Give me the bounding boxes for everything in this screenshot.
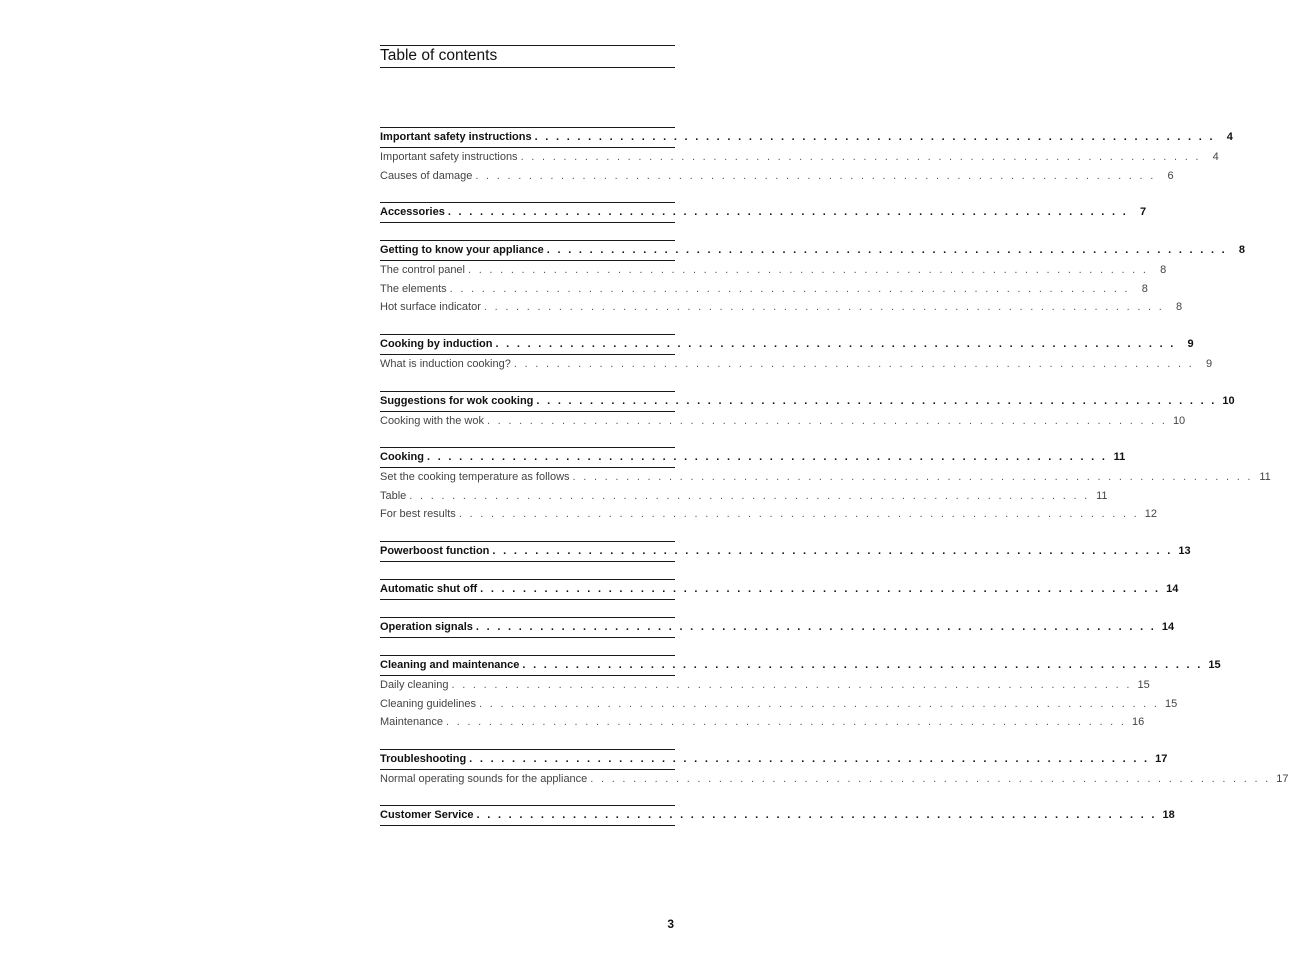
- toc-entry-page: 15: [1208, 658, 1221, 671]
- toc-section-heading[interactable]: [380, 447, 1126, 468]
- toc-entry-page: 17: [1276, 772, 1289, 785]
- toc-entry-page: 13: [1178, 544, 1191, 557]
- dot-leader: . . . . . . . . . . . . . . . . . . . . . . . . . . . . . . . . . . . . . . . . . . . . . . . . . . . . . . . . . . . . . . . .: [513, 357, 1195, 370]
- toc-entry[interactable]: [380, 713, 1145, 732]
- toc-section-heading[interactable]: [380, 579, 1179, 600]
- toc-entry-label: Troubleshooting: [380, 752, 467, 765]
- toc-title-bar: [380, 45, 675, 68]
- dot-leader: . . . . . . . . . . . . . . . . . . . . . . . . . . . . . . . . . . . . . . . . . . . . . . . . . . . . . . . . . . . . . . . .: [480, 582, 1161, 595]
- toc-entry[interactable]: [380, 412, 1186, 431]
- toc-entry-page: 4: [1212, 151, 1219, 163]
- toc-section: [380, 749, 1289, 789]
- toc-entry[interactable]: [380, 148, 1219, 167]
- dot-leader: . . . . . . . . . . . . . . . . . . . . . . . . . . . . . . . . . . . . . . . . . . . . . . . . . . . . . . . . . . . . . . . .: [458, 508, 1140, 521]
- dot-leader: . . . . . . . . . . . . . . . . . . . . . . . . . . . . . . . . . . . . . . . . . . . . . . . . . . . . . . . . . . . . . . . .: [469, 752, 1150, 765]
- toc-section: [380, 655, 1221, 732]
- toc-section-heading[interactable]: [380, 127, 1233, 148]
- toc-entry[interactable]: [380, 695, 1178, 714]
- dot-leader: . . . . . . . . . . . . . . . . . . . . . . . . . . . . . . . . . . . . . . . . . . . . . . . . . . . . . . . . . . . . . . . .: [534, 131, 1215, 143]
- dot-leader: . . . . . . . . . . . . . . . . . . . . . . . . . . . . . . . . . . . . . . . . . . . . . . . . . . . . . . . . . . . . . . . .: [520, 151, 1201, 163]
- dot-leader: . . . . . . . . . . . . . . . . . . . . . . . . . . . . . . . . . . . . . . . . . . . . . . . . . . . . . . . . . . . . . . . .: [546, 244, 1228, 257]
- page-number: 3: [667, 917, 674, 931]
- toc-section: [380, 541, 1191, 562]
- toc-section-heading[interactable]: [380, 541, 1191, 562]
- toc-entry-page: 16: [1131, 716, 1145, 729]
- toc-entry[interactable]: [380, 298, 1183, 317]
- dot-leader: . . . . . . . . . . . . . . . . . . . . . . . . . . . . . . . . . . . . . . . . . . . . . . . . . . . . . . . . . . . . . . . .: [446, 716, 1127, 729]
- toc-entry-page: 14: [1166, 582, 1179, 595]
- toc-entry[interactable]: [380, 487, 1108, 506]
- toc-entry[interactable]: [380, 261, 1167, 280]
- toc-section-heading[interactable]: [380, 655, 1221, 676]
- toc-entry[interactable]: [380, 676, 1150, 695]
- toc-entry-page: 12: [1144, 508, 1158, 521]
- dot-leader: . . . . . . . . . . . . . . . . . . . . . . . . . . . . . . . . . . . . . . . . . . . . . . . . . . . . . . . . . . . . . . . .: [476, 809, 1157, 822]
- dot-leader: . . . . . . . . . . . . . . . . . . . . . . . . . . . . . . . . . . . . . . . . . . . . . . . . . . . . . . . . . . . . . . . .: [492, 544, 1173, 557]
- dot-leader: . . . . . . . . . . . . . . . . . . . . . . . . . . . . . . . . . . . . . . . . . . . . . . . . . . . . . . . . . . . . . . . .: [479, 697, 1160, 710]
- toc-entry[interactable]: [380, 280, 1148, 299]
- toc-entry-page: 14: [1161, 620, 1175, 633]
- toc-entry-label: Automatic shut off: [380, 582, 478, 595]
- dot-leader: . . . . . . . . . . . . . . . . . . . . . . . . . . . . . . . . . . . . . . . . . . . . . . . . . . . . . . . . . . . . . . . .: [572, 471, 1253, 484]
- dot-leader: . . . . . . . . . . . . . . . . . . . . . . . . . . . . . . . . . . . . . . . . . . . . . . . . . . . . . . . . . . . . . . . .: [486, 414, 1168, 427]
- toc-section: [380, 202, 1147, 223]
- toc-entry-label: Accessories: [380, 206, 445, 219]
- toc-section: [380, 447, 1271, 524]
- dot-leader: . . . . . . . . . . . . . . . . . . . . . . . . . . . . . . . . . . . . . . . . . . . . . . . . . . . . . . . . . . . . . . . .: [475, 169, 1156, 182]
- toc-entry-page: 8: [1160, 264, 1167, 277]
- dot-leader: . . . . . . . . . . . . . . . . . . . . . . . . . . . . . . . . . . . . . . . . . . . . . . . . . . . . . . . . . . . . . . . .: [483, 301, 1165, 314]
- dot-leader: . . . . . . . . . . . . . . . . . . . . . . . . . . . . . . . . . . . . . . . . . . . . . . . . . . . . . . . . . . . . . . . .: [451, 678, 1132, 691]
- toc-entry-page: 8: [1141, 282, 1148, 295]
- toc-section: [380, 240, 1246, 317]
- toc-section-heading[interactable]: [380, 749, 1168, 770]
- toc-entry-page: 11: [1259, 471, 1271, 484]
- toc-entry[interactable]: [380, 355, 1213, 374]
- table-of-contents: [380, 45, 1289, 826]
- toc-section-heading[interactable]: [380, 805, 1175, 826]
- toc-entry-label: Operation signals: [380, 620, 473, 633]
- toc-section-heading[interactable]: [380, 202, 1147, 223]
- toc-entry-label: Maintenance: [380, 716, 443, 729]
- toc-section: [380, 391, 1235, 431]
- toc-entry-label: Cooking with the wok: [380, 414, 484, 427]
- toc-section-heading[interactable]: [380, 240, 1246, 261]
- toc-entry-label: Cleaning guidelines: [380, 697, 477, 710]
- toc-entry-label: Important safety instructions: [380, 151, 518, 163]
- toc-entry-page: 11: [1113, 451, 1126, 464]
- toc-section-heading[interactable]: [380, 617, 1175, 638]
- dot-leader: . . . . . . . . . . . . . . . . . . . . . . . . . . . . . . . . . . . . . . . . . . . . . . . . . . . . . . . . . . . . . . . .: [449, 282, 1130, 295]
- toc-entry-page: 15: [1137, 678, 1150, 691]
- toc-entry-label: Cleaning and maintenance: [380, 658, 520, 671]
- page-title: Table of contents: [380, 47, 498, 64]
- toc-entry-label: Powerboost function: [380, 544, 490, 557]
- toc-entry-label: Hot surface indicator: [380, 301, 481, 314]
- toc-section: [380, 127, 1233, 185]
- toc-entry-page: 9: [1187, 337, 1194, 350]
- toc-entry-label: Suggestions for wok cooking: [380, 394, 534, 407]
- toc-entry[interactable]: [380, 468, 1271, 487]
- toc-entry[interactable]: [380, 770, 1289, 789]
- toc-section: [380, 805, 1175, 826]
- toc-section: [380, 617, 1175, 638]
- toc-entry[interactable]: [380, 505, 1158, 524]
- toc-entry-page: 10: [1172, 414, 1186, 427]
- toc-entry-label: Cooking by induction: [380, 337, 493, 350]
- toc-entry-page: 15: [1165, 697, 1178, 710]
- toc-section-heading[interactable]: [380, 334, 1194, 355]
- toc-entry-page: 10: [1222, 394, 1235, 407]
- dot-leader: . . . . . . . . . . . . . . . . . . . . . . . . . . . . . . . . . . . . . . . . . . . . . . . . . . . . . . . . . . . . . . . .: [468, 264, 1149, 277]
- toc-entry-page: 11: [1096, 489, 1108, 502]
- toc-entry-label: What is induction cooking?: [380, 357, 511, 370]
- toc-entry-label: Causes of damage: [380, 169, 473, 182]
- toc-entry-label: Important safety instructions: [380, 131, 532, 143]
- toc-entry-label: For best results: [380, 508, 456, 521]
- toc-section: [380, 579, 1179, 600]
- toc-entry-page: 9: [1205, 357, 1213, 370]
- dot-leader: . . . . . . . . . . . . . . . . . . . . . . . . . . . . . . . . . . . . . . . . . . . . . . . . . . . . . . . . . . . . . . . .: [522, 658, 1203, 671]
- dot-leader: . . . . . . . . . . . . . . . . . . . . . . . . . . . . . . . . . . . . . . . . . . . . . . . . . . . . . . . . . . . . . . . .: [427, 451, 1108, 464]
- toc-entry-label: The elements: [380, 282, 447, 295]
- dot-leader: . . . . . . . . . . . . . . . . . . . . . . . . . . . . . . . . . . . . . . . . . . . . . . . . . . . . . . . . . . . . . . . .: [495, 337, 1176, 350]
- toc-entry-label: Normal operating sounds for the appliance: [380, 772, 588, 785]
- toc-entry-label: Daily cleaning: [380, 678, 449, 691]
- toc-entry-label: Table: [380, 489, 407, 502]
- toc-sections: [380, 127, 1289, 826]
- toc-entry-label: Set the cooking temperature as follows: [380, 471, 570, 484]
- toc-entry-label: The control panel: [380, 264, 465, 277]
- toc-entry[interactable]: [380, 167, 1174, 186]
- toc-entry-page: 8: [1238, 244, 1246, 257]
- dot-leader: . . . . . . . . . . . . . . . . . . . . . . . . . . . . . . . . . . . . . . . . . . . . . . . . . . . . . . . . . . . . . . . .: [536, 394, 1217, 407]
- dot-leader: . . . . . . . . . . . . . . . . . . . . . . . . . . . . . . . . . . . . . . . . . . . . . . . . . . . . . . . . . . . . . . . .: [447, 206, 1129, 219]
- toc-section: [380, 334, 1213, 374]
- toc-entry-page: 7: [1139, 206, 1147, 219]
- toc-entry-page: 8: [1176, 301, 1183, 314]
- toc-entry-label: Cooking: [380, 451, 424, 464]
- dot-leader: . . . . . . . . . . . . . . . . . . . . . . . . . . . . . . . . . . . . . . . . . . . . . . . . . . . . . . . . . . . . . . . .: [590, 772, 1271, 785]
- toc-entry-label: Getting to know your appliance: [380, 244, 544, 257]
- dot-leader: . . . . . . . . . . . . . . . . . . . . . . . . . . . . . . . . . . . . . . . . . . . . . . . . . . . . . . . . . . . . . . . .: [409, 489, 1090, 502]
- toc-entry-page: 4: [1226, 131, 1233, 143]
- toc-entry-label: Customer Service: [380, 809, 474, 822]
- toc-entry-page: 17: [1155, 752, 1168, 765]
- toc-section-heading[interactable]: [380, 391, 1235, 412]
- toc-entry-page: 6: [1167, 169, 1174, 182]
- toc-entry-page: 18: [1162, 809, 1175, 822]
- dot-leader: . . . . . . . . . . . . . . . . . . . . . . . . . . . . . . . . . . . . . . . . . . . . . . . . . . . . . . . . . . . . . . . .: [475, 620, 1157, 633]
